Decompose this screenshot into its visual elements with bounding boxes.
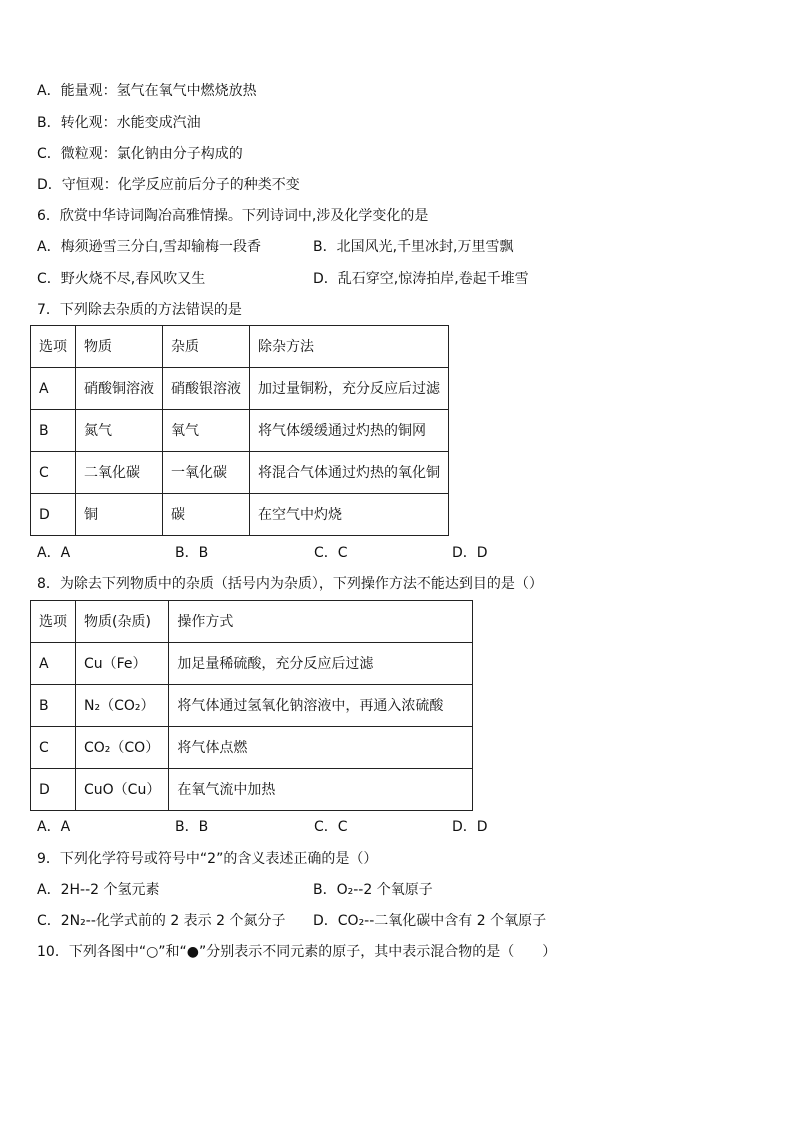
table-cell: 硝酸铜溶液 [76, 368, 163, 410]
table-cell: CO₂（CO） [76, 727, 169, 769]
table-cell: A [31, 368, 76, 410]
q5-option-a: A．能量观：氢气在氧气中燃烧放热 [37, 83, 257, 99]
table-cell: 将混合气体通过灼热的氧化铜 [250, 452, 449, 494]
table-cell: Cu（Fe） [76, 643, 169, 685]
q8-table [30, 600, 473, 811]
table-cell: 氮气 [76, 410, 163, 452]
table-cell: B [31, 685, 76, 727]
q6-option-a: A．梅须逊雪三分白,雪却输梅一段香 [37, 239, 262, 255]
q6-option-b: B．北国风光,千里冰封,万里雪飘 [313, 239, 514, 255]
table-row [31, 452, 449, 494]
table-header-cell: 选项 [31, 326, 76, 368]
q8-stem: 8．为除去下列物质中的杂质（括号内为杂质），下列操作方法不能达到目的是（） [37, 576, 543, 592]
q5-option-c: C．微粒观：氯化钠由分子构成的 [37, 146, 243, 162]
q6-stem: 6．欣赏中华诗词陶冶高雅情操。下列诗词中,涉及化学变化的是 [37, 208, 429, 224]
table-cell: 硝酸银溶液 [163, 368, 250, 410]
q9-option-b: B．O₂--2 个氧原子 [313, 882, 433, 898]
q8-answer-c: C．C [314, 819, 348, 835]
q10-stem: 10．下列各图中“○”和“●”分别表示不同元素的原子，其中表示混合物的是（ ） [37, 944, 557, 960]
table-row [31, 769, 473, 811]
q7-table [30, 325, 449, 536]
table-cell: A [31, 643, 76, 685]
table-header-cell: 操作方式 [169, 601, 473, 643]
table-row [31, 368, 449, 410]
q6-option-d: D．乱石穿空,惊涛拍岸,卷起千堆雪 [313, 271, 529, 287]
q5-option-d: D．守恒观：化学反应前后分子的种类不变 [37, 177, 300, 193]
q8-answer-d: D．D [452, 819, 488, 835]
table-header-row [31, 601, 473, 643]
table-cell: 一氧化碳 [163, 452, 250, 494]
table-cell: 加过量铜粉，充分反应后过滤 [250, 368, 449, 410]
table-cell: N₂（CO₂） [76, 685, 169, 727]
table-row [31, 410, 449, 452]
table-cell: C [31, 452, 76, 494]
table-cell: D [31, 494, 76, 536]
q9-option-a: A．2H--2 个氢元素 [37, 882, 160, 898]
table-cell: 铜 [76, 494, 163, 536]
q8-answer-a: A．A [37, 819, 71, 835]
q7-answer-d: D．D [452, 545, 488, 561]
q7-stem: 7．下列除去杂质的方法错误的是 [37, 302, 242, 318]
table-header-row [31, 326, 449, 368]
table-cell: B [31, 410, 76, 452]
q9-option-c: C．2N₂--化学式前的 2 表示 2 个氮分子 [37, 913, 286, 929]
table-cell: 二氧化碳 [76, 452, 163, 494]
q7-answer-a: A．A [37, 545, 71, 561]
q5-option-b: B．转化观：水能变成汽油 [37, 115, 201, 131]
table-row [31, 727, 473, 769]
table-header-cell: 选项 [31, 601, 76, 643]
table-header-cell: 物质(杂质) [76, 601, 169, 643]
q8-answer-b: B．B [175, 819, 209, 835]
table-cell: 在氧气流中加热 [169, 769, 473, 811]
q9-option-d: D．CO₂--二氧化碳中含有 2 个氧原子 [313, 913, 547, 929]
table-header-cell: 杂质 [163, 326, 250, 368]
q6-option-c: C．野火烧不尽,春风吹又生 [37, 271, 206, 287]
table-cell: C [31, 727, 76, 769]
table-header-cell: 物质 [76, 326, 163, 368]
table-row [31, 685, 473, 727]
table-cell: 将气体缓缓通过灼热的铜网 [250, 410, 449, 452]
table-cell: D [31, 769, 76, 811]
table-row [31, 643, 473, 685]
table-row [31, 494, 449, 536]
table-header-cell: 除杂方法 [250, 326, 449, 368]
table-cell: 在空气中灼烧 [250, 494, 449, 536]
table-cell: 将气体点燃 [169, 727, 473, 769]
table-cell: 碳 [163, 494, 250, 536]
table-cell: 将气体通过氢氧化钠溶液中，再通入浓硫酸 [169, 685, 473, 727]
table-cell: 加足量稀硫酸，充分反应后过滤 [169, 643, 473, 685]
q9-stem: 9．下列化学符号或符号中“2”的含义表述正确的是（） [37, 851, 378, 867]
q7-answer-c: C．C [314, 545, 348, 561]
table-cell: CuO（Cu） [76, 769, 169, 811]
table-cell: 氧气 [163, 410, 250, 452]
q7-answer-b: B．B [175, 545, 209, 561]
